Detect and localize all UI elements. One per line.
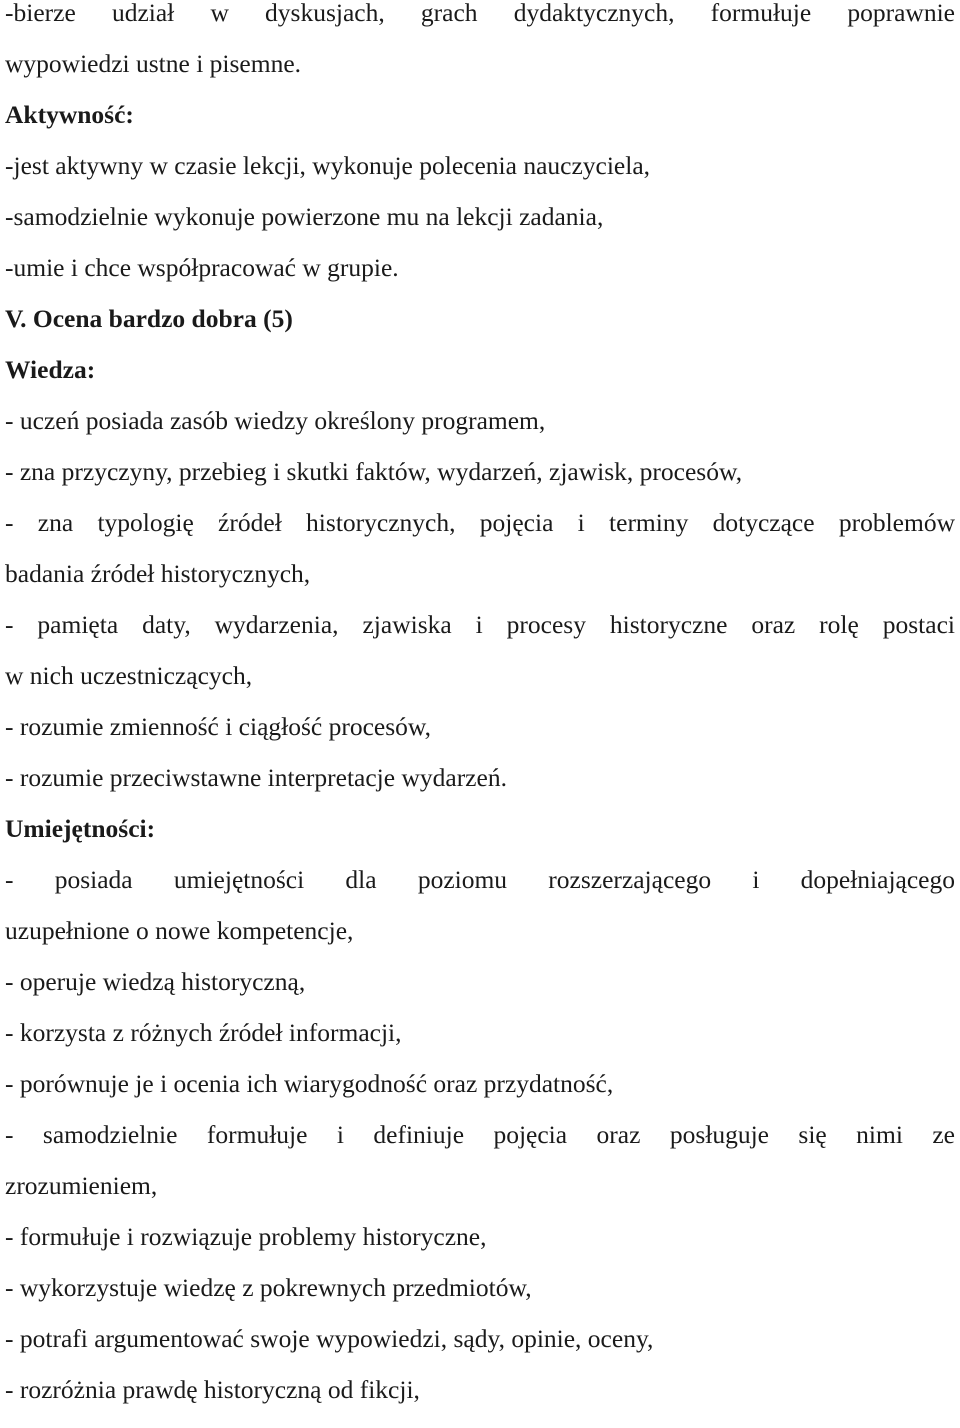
text-line: - pamięta daty, wydarzenia, zjawiska i procesy historyczne oraz rolę postaci [5, 610, 955, 639]
text-line: w nich uczestniczących, [5, 661, 253, 690]
text-line: badania źródeł historycznych, [5, 559, 311, 588]
text-line: - formułuje i rozwiązuje problemy historyczne, [5, 1222, 487, 1251]
text-line: - korzysta z różnych źródeł informacji, [5, 1018, 402, 1047]
text-line: - wykorzystuje wiedzę z pokrewnych przedmiotów, [5, 1273, 532, 1302]
text-line: - rozumie zmienność i ciągłość procesów, [5, 712, 432, 741]
text-line: wypowiedzi ustne i pisemne. [5, 49, 302, 78]
text-line: - zna przyczyny, przebieg i skutki faktów, wydarzeń, zjawisk, procesów, [5, 457, 743, 486]
text-line: uzupełnione o nowe kompetencje, [5, 916, 354, 945]
text-line: -samodzielnie wykonuje powierzone mu na lekcji zadania, [5, 202, 604, 231]
text-line: -umie i chce współpracować w grupie. [5, 253, 399, 282]
section-heading-wiedza: Wiedza: [5, 355, 96, 384]
text-line: - rozróżnia prawdę historyczną od fikcji, [5, 1375, 420, 1404]
text-line: - posiada umiejętności dla poziomu rozszerzającego i dopełniającego [5, 865, 955, 894]
section-heading-grade-5: V. Ocena bardzo dobra (5) [5, 304, 293, 333]
text-line: -bierze udział w dyskusjach, grach dydaktycznych, formułuje poprawnie [5, 0, 955, 27]
section-heading-aktywnosc: Aktywność: [5, 100, 134, 129]
text-line: - uczeń posiada zasób wiedzy określony programem, [5, 406, 546, 435]
text-line: - rozumie przeciwstawne interpretacje wydarzeń. [5, 763, 507, 792]
text-line: zrozumieniem, [5, 1171, 158, 1200]
text-line: - zna typologię źródeł historycznych, pojęcia i terminy dotyczące problemów [5, 508, 955, 537]
text-line: - porównuje je i ocenia ich wiarygodność oraz przydatność, [5, 1069, 614, 1098]
text-line: - potrafi argumentować swoje wypowiedzi, sądy, opinie, oceny, [5, 1324, 654, 1353]
text-line: - samodzielnie formułuje i definiuje pojęcia oraz posługuje się nimi ze [5, 1120, 955, 1149]
text-line: -jest aktywny w czasie lekcji, wykonuje polecenia nauczyciela, [5, 151, 651, 180]
text-line: - operuje wiedzą historyczną, [5, 967, 306, 996]
section-heading-umiejetnosci: Umiejętności: [5, 814, 156, 843]
